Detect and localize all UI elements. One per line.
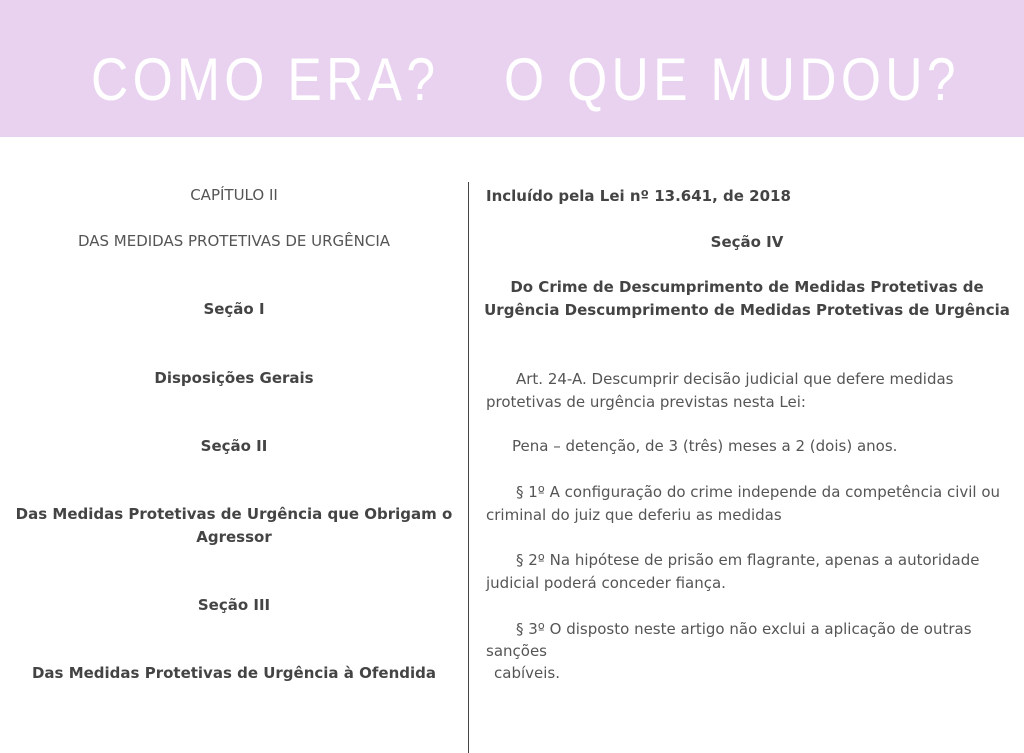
paragraph-1-line1: § 1º A configuração do crime independe da competência civil ou (516, 483, 1001, 501)
left-heading: COMO ERA? (91, 46, 440, 113)
column-divider (468, 182, 469, 753)
article-line2: protetivas de urgência previstas nesta Lei: (486, 393, 806, 411)
chapter-label: CAPÍTULO II (190, 186, 278, 204)
section-2-title-line2: Agressor (196, 528, 272, 546)
chapter-title: DAS MEDIDAS PROTETIVAS DE URGÊNCIA (77, 232, 391, 250)
header-banner (0, 0, 1024, 137)
article-line1: Art. 24-A. Descumprir decisão judicial que defere medidas (516, 370, 954, 388)
paragraph-3-line3: cabíveis. (494, 664, 560, 682)
included-by-law: Incluído pela Lei nº 13.641, de 2018 (486, 187, 791, 205)
crime-title-line1: Do Crime de Descumprimento de Medidas Protetivas de (510, 278, 984, 296)
penalty-text: Pena – detenção, de 3 (três) meses a 2 (dois) anos. (512, 437, 898, 455)
section-4-label: Seção IV (710, 233, 784, 251)
paragraph-3-line1: § 3º O disposto neste artigo não exclui a aplicação de outras (516, 620, 972, 638)
section-3-label: Seção III (197, 596, 271, 614)
paragraph-2-line1: § 2º Na hipótese de prisão em flagrante, apenas a autoridade (516, 551, 980, 569)
section-2-title-line1: Das Medidas Protetivas de Urgência que Obrigam o (15, 505, 453, 523)
paragraph-2-line2: judicial poderá conceder fiança. (486, 574, 726, 592)
section-1-label: Seção I (203, 300, 265, 318)
crime-title-line2: Urgência Descumprimento de Medidas Protetivas de Urgência (484, 301, 1010, 319)
right-heading: O QUE MUDOU? (504, 46, 960, 113)
section-2-label: Seção II (200, 437, 268, 455)
paragraph-1-line2: criminal do juiz que deferiu as medidas (486, 506, 782, 524)
paragraph-3-line2: sanções (486, 642, 547, 660)
section-3-title: Das Medidas Protetivas de Urgência à Ofendida (31, 664, 436, 682)
section-1-title: Disposições Gerais (154, 369, 314, 387)
